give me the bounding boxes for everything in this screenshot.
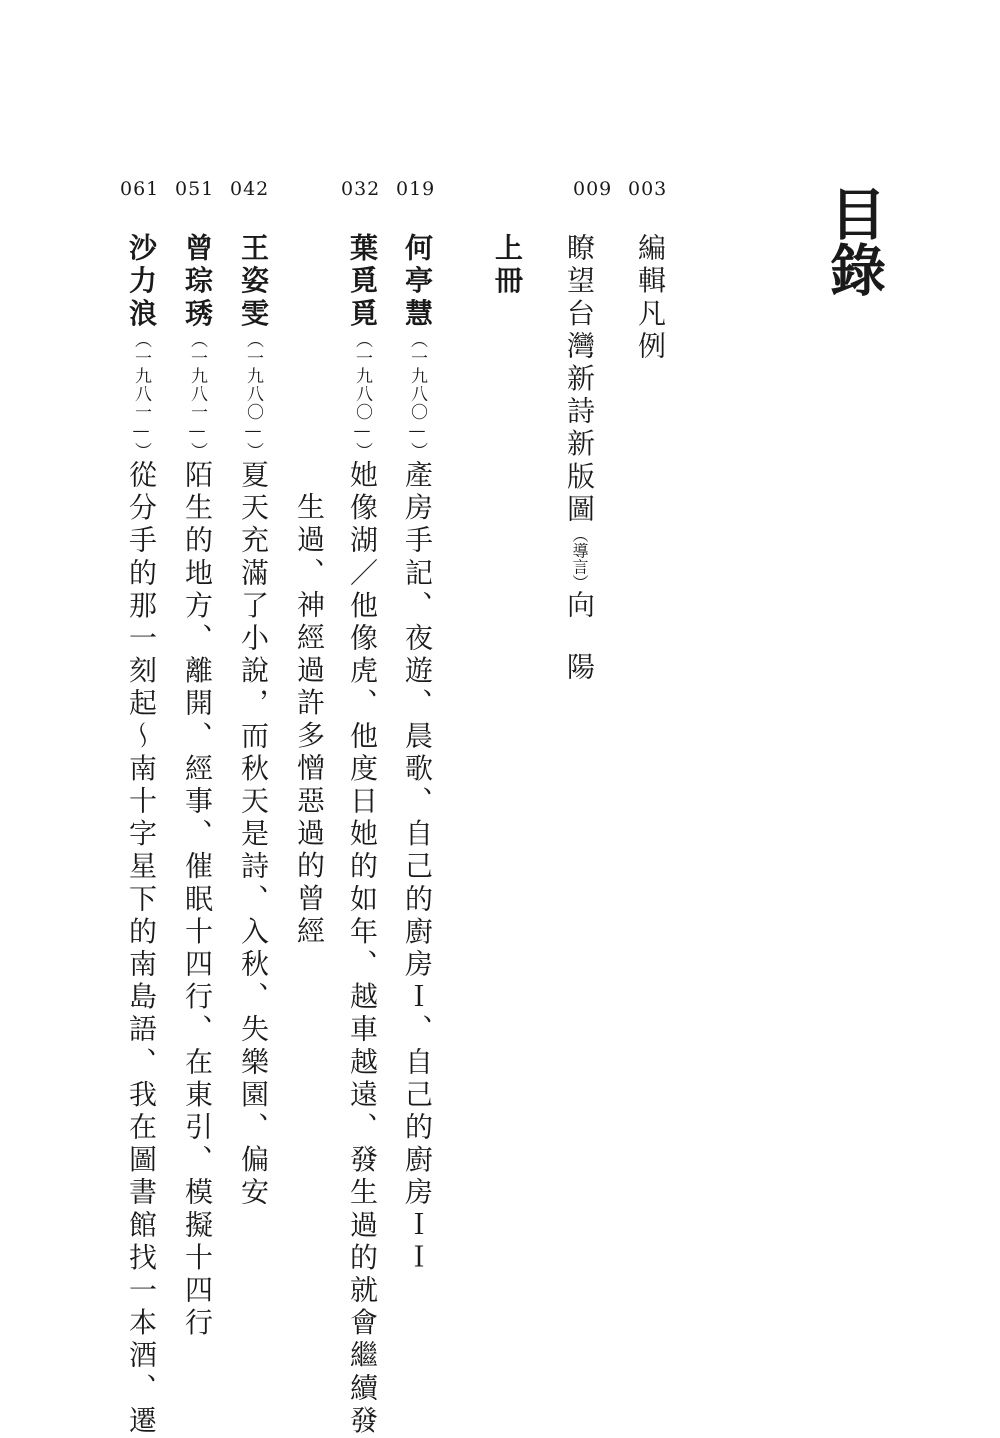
toc-entry-zeng[interactable]: [177, 233, 214, 1341]
poem-list: 陌生的地方、離開、經事、催眠十四行、在東引、模擬十四行: [181, 459, 214, 1341]
toc-entry-sha[interactable]: [121, 233, 158, 1438]
volume-heading: 上冊: [491, 233, 524, 299]
toc-entry-wang[interactable]: [233, 233, 270, 1210]
poet-years: （一九八〇—）: [243, 330, 263, 460]
entry-note: （導言）: [570, 526, 589, 591]
page-number-he: 019: [396, 178, 436, 200]
entry-author: 向陽: [563, 590, 596, 715]
page-number-intro: 009: [573, 178, 613, 200]
page-number-sha: 061: [120, 178, 160, 200]
entry-title: 瞭望台灣新詩新版圖: [563, 233, 596, 527]
poem-list-continued: 生過、神經過許多憎惡過的曾經: [293, 492, 326, 949]
poet-name: 葉覓覓: [346, 233, 379, 331]
poet-years: （一九八一—）: [187, 330, 207, 460]
page-number-editorial: 003: [628, 178, 668, 200]
poet-name: 沙力浪: [125, 233, 158, 331]
page-number-ye: 032: [341, 178, 381, 200]
toc-entry-editorial[interactable]: [630, 233, 667, 364]
poem-list: 產房手記、夜遊、晨歌、自己的廚房Ｉ、自己的廚房ＩＩ: [401, 459, 434, 1275]
entry-title: 編輯凡例: [634, 233, 667, 364]
poet-years: （一九八〇—）: [407, 330, 427, 460]
poet-years: （一九八一—）: [131, 330, 151, 460]
toc-entry-ye[interactable]: [342, 233, 379, 1438]
page-number-zeng: 051: [175, 178, 215, 200]
poet-years: （一九八〇—）: [352, 330, 372, 460]
poem-list: 她像湖／他像虎、他度日她的如年、越車越遠、發生過的就會繼續發: [346, 459, 379, 1438]
toc-entry-intro[interactable]: [563, 233, 607, 715]
toc-entry-he[interactable]: [397, 233, 434, 1275]
poet-name: 曾琮琇: [181, 233, 214, 331]
poet-name: 王姿雯: [237, 233, 270, 331]
page-title: 目錄: [821, 185, 887, 297]
poet-name: 何亭慧: [401, 233, 434, 331]
poem-list: 從分手的那一刻起～南十字星下的南島語、我在圖書館找一本酒、遷: [125, 459, 158, 1438]
poem-list: 夏天充滿了小說，而秋天是詩、入秋、失樂園、偏安: [237, 459, 270, 1210]
page-number-wang: 042: [230, 178, 270, 200]
